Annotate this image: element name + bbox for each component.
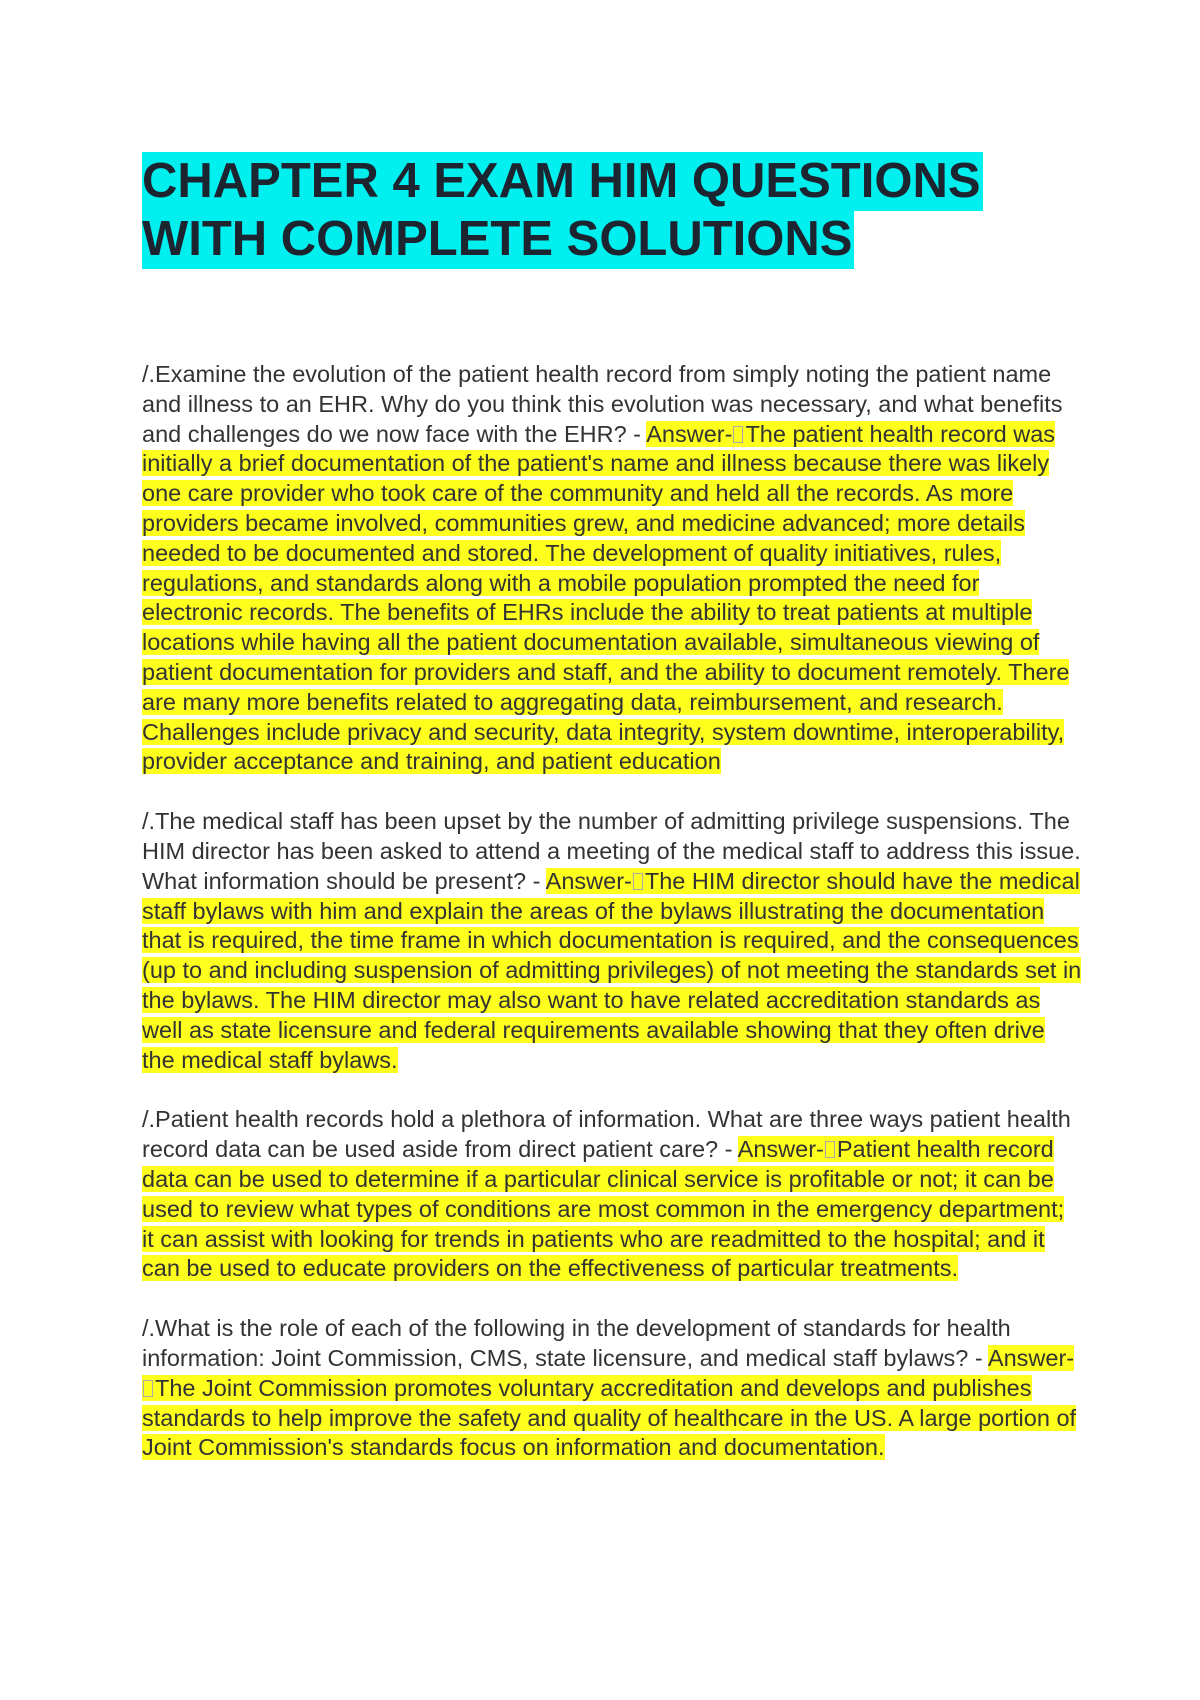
question-text: /.What is the role of each of the following in the development of standards for health information: Joint Commission, CMS, state licensure, and medical staff bylaws? - [142, 1315, 1011, 1371]
question-list [142, 360, 1082, 1493]
answer-prefix: Answer- [646, 420, 733, 447]
answer-prefix: Answer- [545, 867, 632, 894]
document-title [142, 152, 1042, 268]
question-text: /.Patient health records hold a plethora of information. What are three ways patient health record data can be used aside from direct patient care? - [142, 1106, 1071, 1163]
answer-highlight [142, 868, 1081, 1073]
qa-item-1 [142, 360, 1082, 777]
question-text: /.The medical staff has been upset by the number of admitting privilege suspensions. The HIM director has been asked to attend a meeting of the medical staff to address this issue. What information should be present? - [142, 808, 1081, 894]
answer-highlight [142, 421, 1069, 775]
answer-prefix: Answer- [737, 1136, 824, 1163]
answer-text: The patient health record was initially a brief documentation of the patient's name and illness because there was likely one care provider who took care of the community and held all the records. As more providers became involved, communities grew, and medicine advanced; more details needed to be documented and stored. The development of quality initiatives, rules, regulations, and standards along with a mobile population prompted the need for electronic records. The benefits of EHRs include the ability to treat patients at multiple locations while having all the patient documentation available, simultaneous viewing of patient documentation for providers and staff, and the ability to document remotely. There are many more benefits related to aggregating data, reimbursement, and research. Challenges include privacy and security, data integrity, system downtime, interoperability, provider acceptance and training, and patient education [142, 420, 1070, 775]
missing-glyph-icon [733, 426, 743, 443]
question-text: /.Examine the evolution of the patient health record from simply noting the patient name and illness to an EHR. Why do you think this evolution was necessary, and what benefits and challenges do we now face with the EHR? - [142, 361, 1063, 447]
answer-text: The Joint Commission promotes voluntary accreditation and develops and publishes standards to help improve the safety and quality of healthcare in the US. A large portion of Joint Commission's standards focus on information and documentation. [142, 1374, 1077, 1461]
answer-text: The HIM director should have the medical staff bylaws with him and explain the areas of the bylaws illustrating the documentation that is required, the time frame in which documentation is required, and the consequences (up to and including suspension of admitting privileges) of not meeting the standards set in the bylaws. The HIM director may also want to have related accreditation standards as well as state licensure and federal requirements available showing that they often drive the medical staff bylaws. [142, 867, 1082, 1073]
qa-item-4 [142, 1314, 1082, 1463]
missing-glyph-icon [143, 1380, 153, 1397]
qa-item-2 [142, 807, 1082, 1075]
answer-text: Patient health record data can be used to determine if a particular clinical service is profitable or not; it can be used to review what types of conditions are most common in the emergency department; it can assist with looking for trends in patients who are readmitted to the hospital; and it can be used to educate providers on the effectiveness of particular treatments. [142, 1136, 1065, 1282]
document-title-text: CHAPTER 4 EXAM HIM QUESTIONS WITH COMPLETE SOLUTIONS [142, 152, 983, 269]
answer-prefix: Answer- [987, 1344, 1075, 1371]
qa-item-3 [142, 1105, 1082, 1284]
missing-glyph-icon [633, 873, 643, 890]
missing-glyph-icon [825, 1141, 835, 1158]
